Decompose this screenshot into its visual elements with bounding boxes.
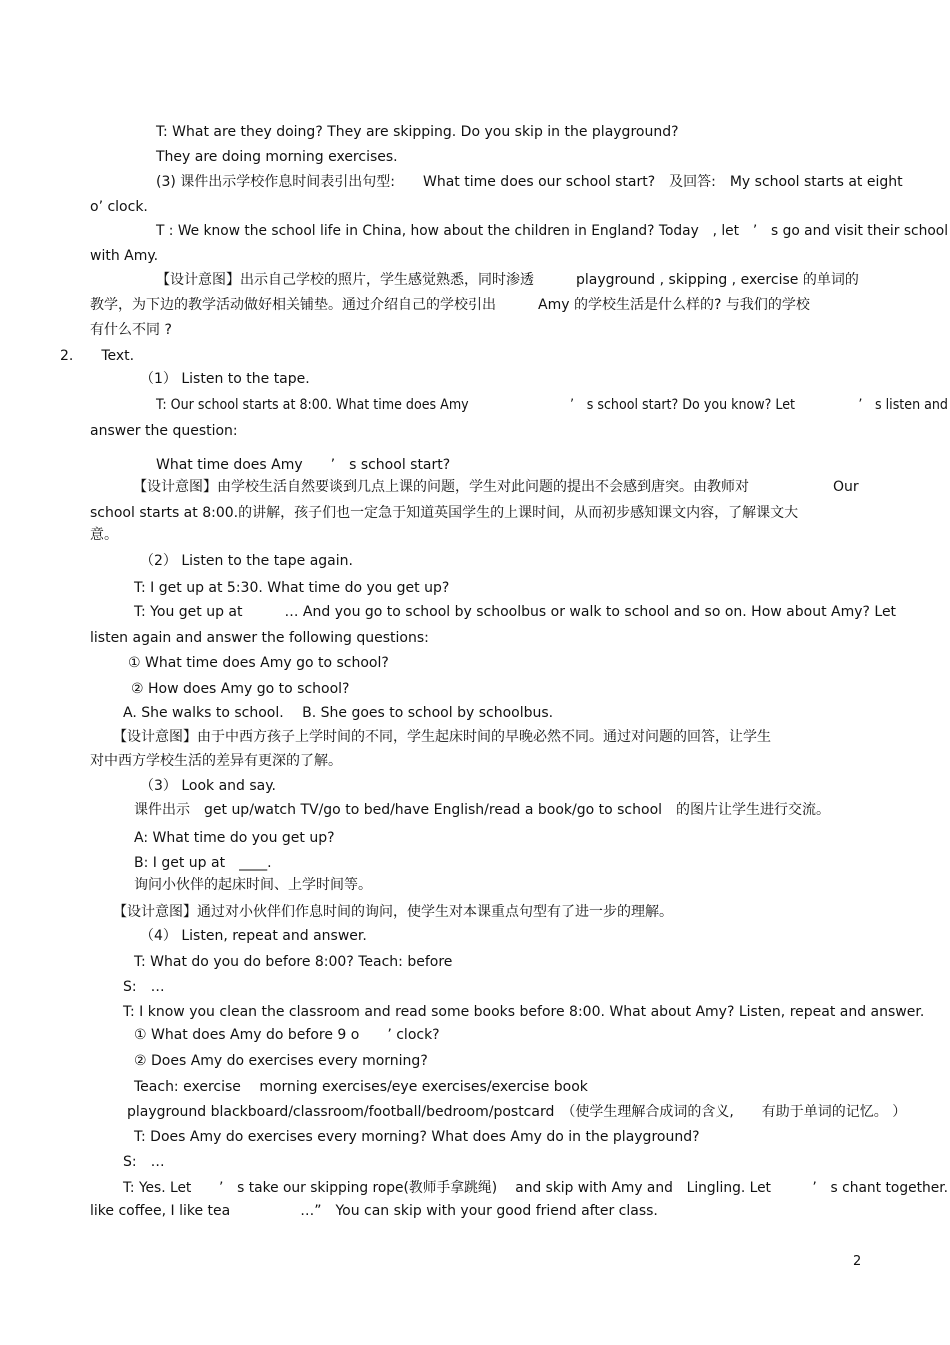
text-line: T: I know you clean the classroom and read some books before 8:00. What about Amy? Listen, repeat and answer. — [123, 1004, 925, 1020]
answer-options: A. She walks to school. B. She goes to school by schoolbus. — [123, 705, 554, 721]
design-intent-note: 【设计意图】由于中西方孩子上学时间的不同，学生起床时间的早晚必然不同。通过对问题的回答，让学生 — [113, 729, 771, 745]
text-line: 有什么不同 ? — [90, 322, 172, 338]
design-intent-note: 【设计意图】出示自己学校的照片，学生感觉熟悉，同时渗透 playground , skipping , exercise 的单词的 — [156, 272, 859, 288]
question-item: ② Does Amy do exercises every morning? — [134, 1053, 428, 1069]
step-heading: （2） Listen to the tape again. — [140, 553, 353, 569]
question-item: ① What time does Amy go to school? — [128, 655, 389, 671]
step-heading: （1） Listen to the tape. — [140, 371, 310, 387]
step-heading: （3） Look and say. — [140, 778, 277, 794]
text-line: Teach: exercise morning exercises/eye exercises/exercise book — [134, 1079, 588, 1095]
text-line: B: I get up at ____. — [134, 855, 272, 871]
page-number: 2 — [853, 1254, 862, 1269]
text-line: 询问小伙伴的起床时间、上学时间等。 — [134, 877, 372, 893]
text-line: playground blackboard/classroom/football/bedroom/postcard （使学生理解合成词的含义, 有助于单词的记忆。 ） — [127, 1104, 907, 1120]
text-line: T : We know the school life in China, how about the children in England? Today , let ’ s go and visit their school — [156, 223, 949, 239]
text-line: T: Yes. Let ’ s take our skipping rope(教师手拿跳绳) and skip with Amy and Lingling. Let ’ s chant together. — [123, 1180, 949, 1196]
text-line: They are doing morning exercises. — [156, 149, 398, 165]
text-line: (3) 课件出示学校作息时间表引出句型: What time does our school start? 及回答: My school starts at eight — [156, 174, 903, 190]
text-line: A: What time do you get up? — [134, 830, 335, 846]
text-line: T: Does Amy do exercises every morning? What does Amy do in the playground? — [134, 1129, 700, 1145]
text-line: S: … — [123, 1154, 165, 1170]
section-heading: 2. Text. — [60, 348, 135, 364]
text-line: 课件出示 get up/watch TV/go to bed/have English/read a book/go to school 的图片让学生进行交流。 — [134, 802, 831, 818]
design-intent-note: 【设计意图】由学校生活自然要谈到几点上课的问题，学生对此问题的提出不会感到唐突。由教师对 Our — [133, 479, 859, 495]
text-line: answer the question: — [90, 423, 238, 439]
text-line: o’ clock. — [90, 199, 148, 215]
text-line: 对中西方学校生活的差异有更深的了解。 — [90, 753, 342, 769]
text-line: T: You get up at … And you go to school by schoolbus or walk to school and so on. How about Amy? Let — [134, 604, 897, 620]
text-line: listen again and answer the following questions: — [90, 630, 429, 646]
text-line: T: Our school starts at 8:00. What time does Amy ’ s school start? Do you know? Let ’ s listen and — [156, 397, 948, 413]
text-line: 意。 — [90, 527, 118, 543]
question-item: ① What does Amy do before 9 o ’ clock? — [134, 1027, 440, 1043]
text-line: T: I get up at 5:30. What time do you get up? — [134, 580, 450, 596]
text-line: with Amy. — [90, 248, 159, 264]
text-line: 教学，为下边的教学活动做好相关铺垫。通过介绍自己的学校引出 Amy 的学校生活是什么样的? 与我们的学校 — [90, 297, 810, 313]
text-line: school starts at 8:00.的讲解，孩子们也一定急于知道英国学生的上课时间，从而初步感知课文内容，了解课文大 — [90, 505, 799, 521]
question-item: ② How does Amy go to school? — [131, 681, 350, 697]
design-intent-note: 【设计意图】通过对小伙伴们作息时间的询问，使学生对本课重点句型有了进一步的理解。 — [113, 904, 673, 920]
text-line: T: What are they doing? They are skipping. Do you skip in the playground? — [156, 124, 679, 140]
step-heading: （4） Listen, repeat and answer. — [140, 928, 367, 944]
text-line: S: … — [123, 979, 165, 995]
text-line: What time does Amy ’ s school start? — [156, 457, 451, 473]
text-line: like coffee, I like tea …” You can skip with your good friend after class. — [90, 1203, 658, 1219]
text-line: T: What do you do before 8:00? Teach: before — [134, 954, 453, 970]
